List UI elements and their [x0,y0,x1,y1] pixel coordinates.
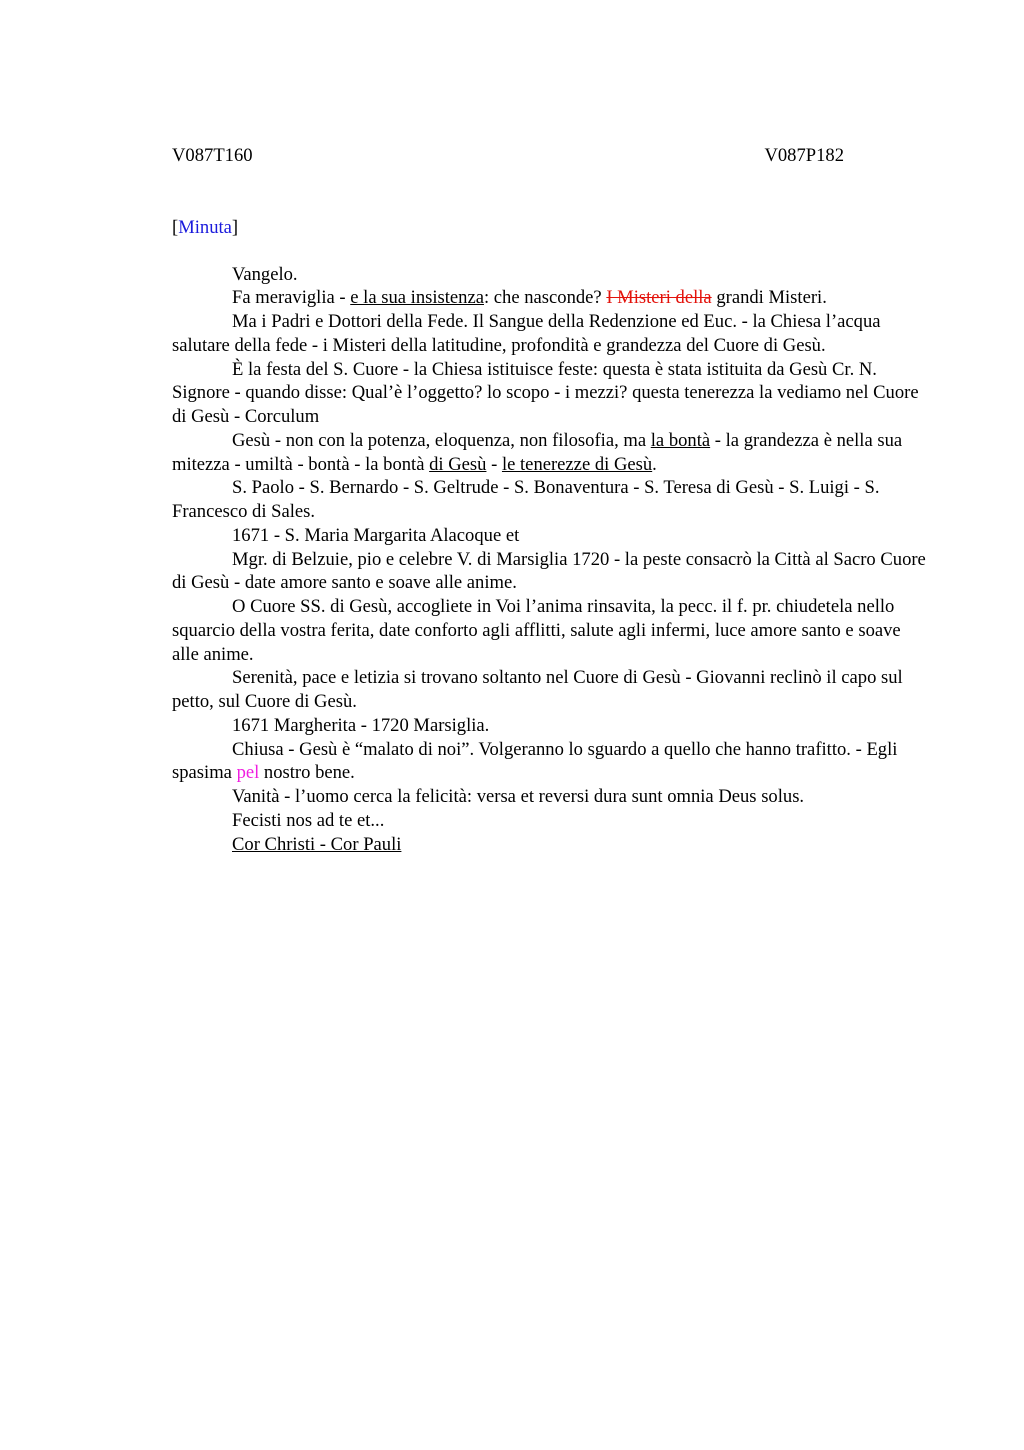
text-segment: nostro bene. [259,762,355,784]
text-segment: : che nasconde? [483,287,607,309]
paragraph-4: È la festa del S. Cuore - la Chiesa istituisce feste: questa è stata istituita da Gesù Cr. N. Signore - quando disse: Qual’è l’oggetto? lo scopo - i mezzi? questa tenerezza la vediamo nel Cuore di Gesù - Corculum [172,358,919,427]
paragraph-1: Vangelo. [232,263,298,285]
deleted-text: I Misteri della [606,287,712,309]
header-codes [172,144,844,168]
minuta-text: Minuta [178,216,232,238]
document-page [172,144,932,856]
paragraph-6: S. Paolo - S. Bernardo - S. Geltrude - S. Bonaventura - S. Teresa di Gesù - S. Luigi - S. Francesco di Sales. [172,477,880,522]
inserted-text: pel [236,762,260,784]
paragraph-9: O Cuore SS. di Gesù, accogliete in Voi l’anima rinsavita, la pecc. il f. pr. chiudetela nello squarcio della vostra ferita, date conforto agli afflitti, salute agli infermi, luce amore santo e soave alle anime. [172,596,901,665]
text-segment: grandi Misteri. [711,287,827,309]
text-segment: - [486,453,502,475]
paragraph-14: Fecisti nos ad te et... [232,809,385,831]
minuta-label [172,216,932,240]
volume-page-code: V087P182 [764,145,844,166]
text-segment: Gesù - non con la potenza, eloquenza, non filosofia, ma [232,429,651,451]
underlined-text: e la sua insistenza [350,287,484,309]
volume-text-code: V087T160 [172,145,253,166]
bracket-open: [ [172,216,179,238]
paragraph-15 [172,833,932,857]
text-segment: Chiusa - Gesù è “malato di noi”. Volgeranno lo sguardo a quello che hanno trafitto. - Egli spasima [172,738,898,784]
underlined-text: le tenerezze di Gesù [501,453,653,475]
underlined-text: di Gesù [429,453,487,475]
paragraph-3: Ma i Padri e Dottori della Fede. Il Sangue della Redenzione ed Euc. - la Chiesa l’acqua salutare della fede - i Misteri della latitudine, profondità e grandezza del Cuore di Gesù. [172,311,881,356]
text-segment: Fa meraviglia - [232,287,351,309]
paragraph-11: 1671 Margherita - 1720 Marsiglia. [232,714,490,736]
paragraph-10: Serenità, pace e letizia si trovano soltanto nel Cuore di Gesù - Giovanni reclinò il capo sul petto, sul Cuore di Gesù. [172,667,903,712]
paragraph-2 [172,286,932,310]
paragraph-8: Mgr. di Belzuie, pio e celebre V. di Marsiglia 1720 - la peste consacrò la Città al Sacro Cuore di Gesù - date amore santo e soave alle anime. [172,548,926,594]
paragraph-12 [172,738,932,786]
bracket-close: ] [231,216,239,238]
paragraph-5 [172,429,932,477]
text-segment: . [652,453,657,475]
paragraph-7: 1671 - S. Maria Margarita Alacoque et [232,524,520,546]
document-body [172,263,932,857]
underlined-text: Cor Christi - Cor Pauli [232,833,402,855]
text-segment: - la grandezza è nella sua mitezza - umiltà - bontà - la bontà [172,429,903,475]
underlined-text: la bontà [650,429,711,451]
paragraph-13: Vanità - l’uomo cerca la felicità: versa et reversi dura sunt omnia Deus solus. [232,786,805,807]
